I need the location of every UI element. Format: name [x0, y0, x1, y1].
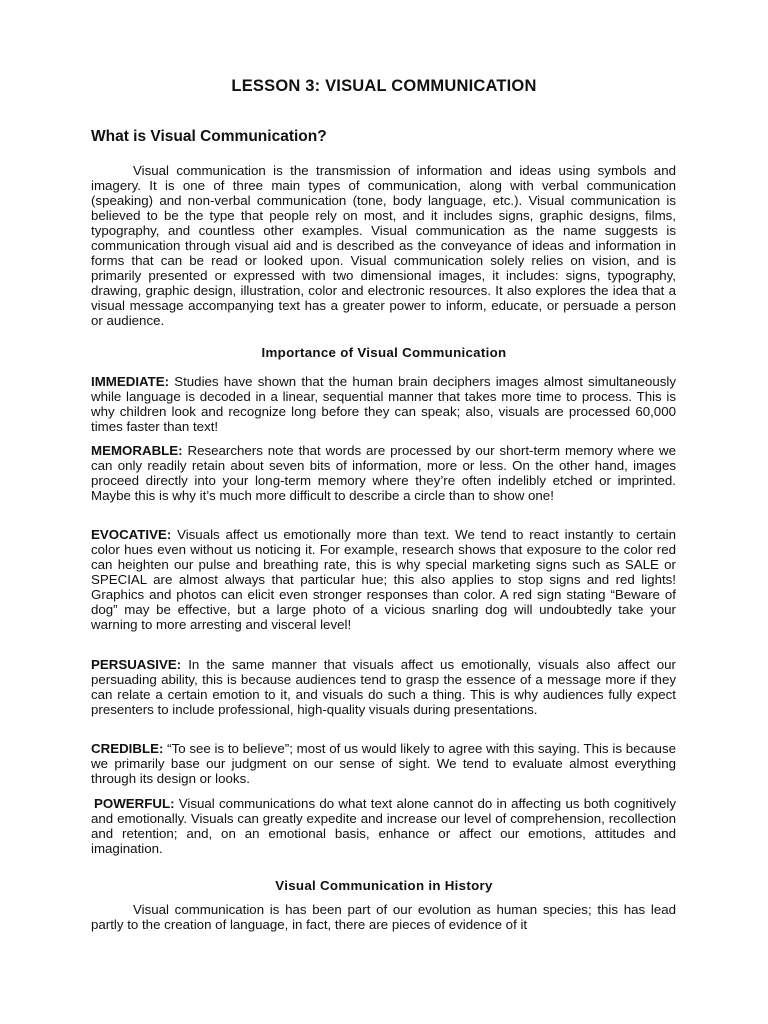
item-term: CREDIBLE: [91, 741, 164, 756]
item-term: POWERFUL: [94, 796, 175, 811]
history-paragraph: Visual communication is has been part of our evolution as human species; this has lead partly to the creation of language, in fact, there are pieces of evidence of it [91, 902, 676, 933]
item-text: Visuals affect us emotionally more than text. We tend to react instantly to certain color hues even without us noticing it. For example, research shows that exposure to the color red can heighten our pulse and breathing rate, this is why special marketing signs such as SALE or SPECIAL are almost always that particular hue; this also applies to stop signs and red lights! Graphics and photos can elicit even stronger responses than color. A red sign stating “Beware of dog” may be effective, but a large photo of a vicious snarling dog will undoubtedly take your warning to more arresting and visceral level! [91, 527, 676, 633]
item-evocative [91, 527, 676, 632]
importance-heading: Importance of Visual Communication [261, 345, 507, 360]
item-text: Visual communications do what text alone cannot do in affecting us both cognitively and emotionally. Visuals can greatly expedite and increase our level of comprehension, recollection and retention; and, on an emotional basis, enhance or affect our emotions, attitudes and imagination. [91, 796, 676, 857]
item-term: PERSUASIVE: [91, 657, 182, 672]
item-persuasive [91, 657, 676, 717]
item-immediate [91, 374, 676, 434]
item-memorable [91, 443, 676, 503]
item-text: Researchers note that words are processed by our short-term memory where we can only readily retain about seven bits of information, more or less. On the other hand, images proceed directly into your long-term memory where they’re often indelibly etched or imprinted. Maybe this is why it’s much more difficult to describe a circle than to show one! [91, 443, 676, 504]
item-term: MEMORABLE: [91, 443, 183, 458]
history-heading: Visual Communication in History [275, 878, 493, 893]
item-text: “To see is to believe”; most of us would likely to agree with this saying. This is because we primarily base our judgment on our sense of sight. We tend to evaluate almost everything through its design or looks. [91, 741, 676, 787]
item-text: Studies have shown that the human brain deciphers images almost simultaneously while language is decoded in a linear, sequential manner that takes more time to process. This is why children look and recognize long before they can speak; also, visuals are processed 60,000 times faster than text! [91, 374, 676, 435]
item-credible [91, 741, 676, 786]
item-powerful [91, 796, 676, 856]
intro-paragraph: Visual communication is the transmission of information and ideas using symbols and imagery. It is one of three main types of communication, along with verbal communication (speaking) and non-verbal communication (tone, body language, etc.). Visual communication is believed to be the type that people rely on most, and it includes signs, graphic designs, films, typography, and countless other examples. Visual communication as the name suggests is communication through visual aid and is described as the conveyance of ideas and information in forms that can be read or looked upon. Visual communication solely relies on vision, and is primarily presented or expressed with two dimensional images, it includes: signs, typography, drawing, graphic design, illustration, color and electronic resources. It also explores the idea that a visual message accompanying text has a greater power to inform, educate, or persuade a person or audience. [91, 163, 676, 329]
lesson-title: LESSON 3: VISUAL COMMUNICATION [231, 77, 537, 95]
item-term: IMMEDIATE: [91, 374, 170, 389]
item-text: In the same manner that visuals affect us emotionally, visuals also affect our persuading ability, this is because audiences tend to grasp the essence of a message more if they can relate a certain emotion to it, and visuals do such a thing. This is why audiences fully expect presenters to include professional, high-quality visuals during presentations. [91, 657, 676, 718]
section-heading: What is Visual Communication? [91, 128, 327, 145]
item-term: EVOCATIVE: [91, 527, 172, 542]
